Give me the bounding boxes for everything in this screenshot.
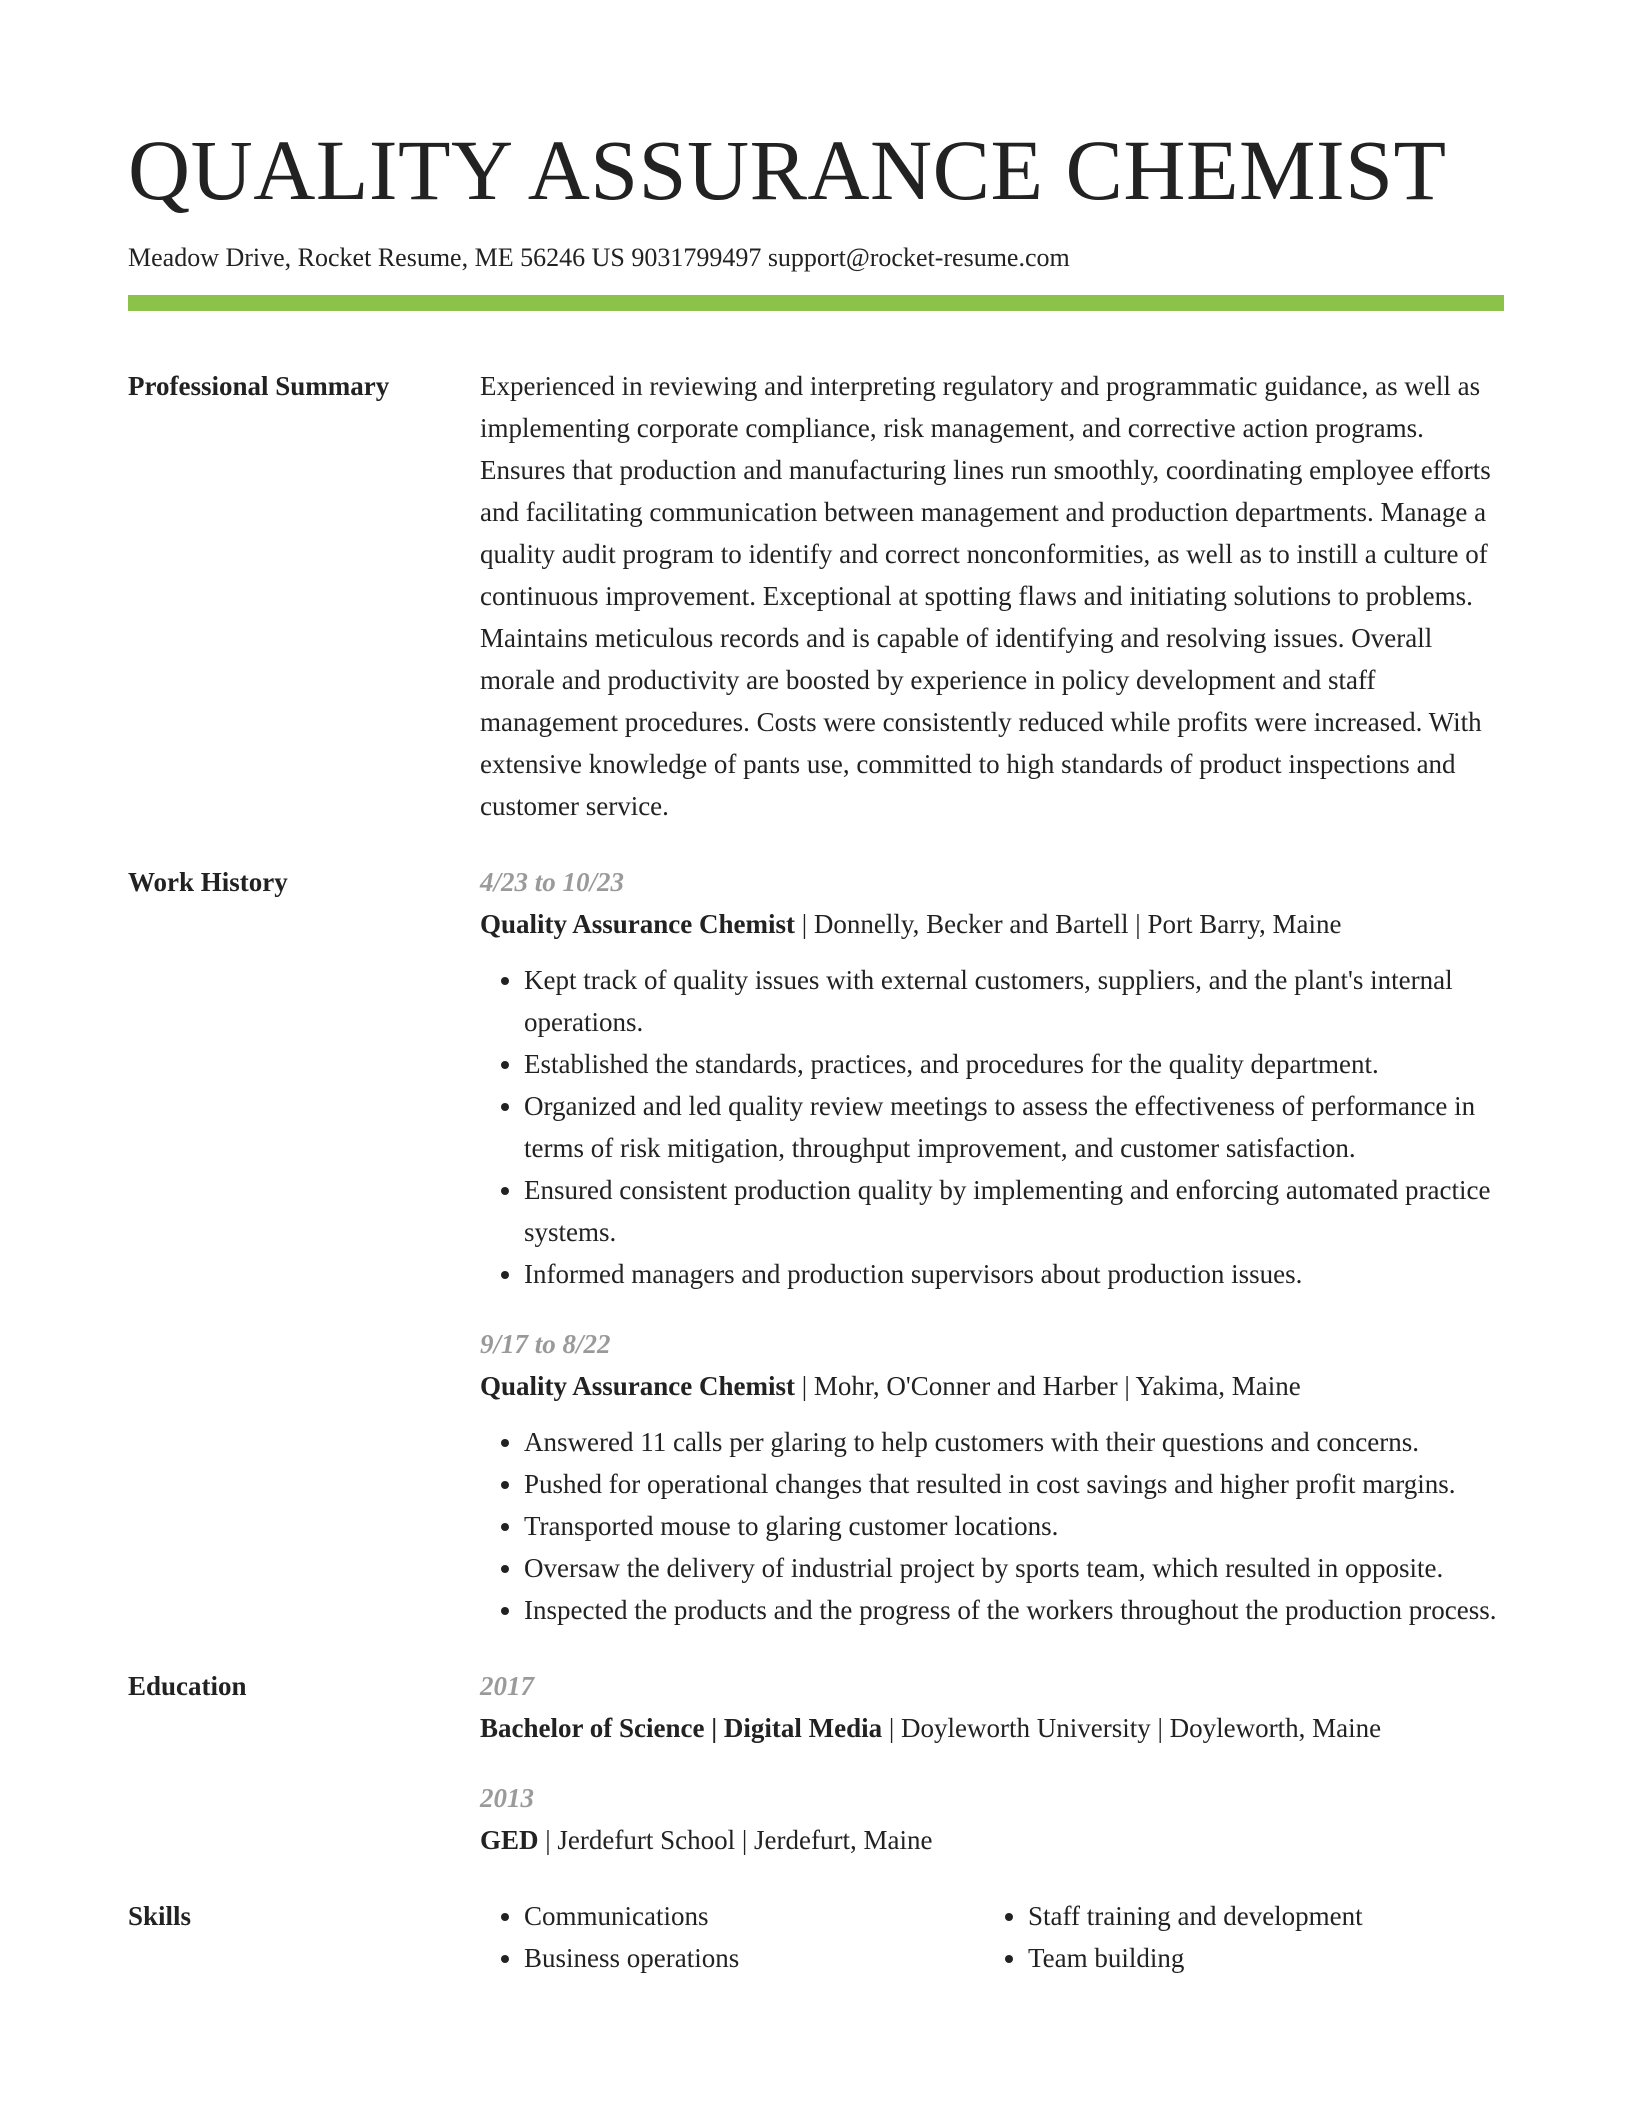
- skills-list-left: [480, 1895, 984, 1979]
- education-year: 2017: [480, 1671, 534, 1701]
- job-role: Quality Assurance Chemist: [480, 1371, 796, 1401]
- job-dates: 4/23 to 10/23: [480, 867, 625, 897]
- list-item: • Oversaw the delivery of industrial project by sports team, which resulted in opposite.: [524, 1547, 1504, 1589]
- skills-section: [128, 1895, 1504, 1979]
- education-entry: [480, 1665, 1504, 1749]
- education-line: [480, 1707, 1504, 1749]
- skills-list-right: [984, 1895, 1488, 1979]
- job-dates: 9/17 to 8/22: [480, 1329, 611, 1359]
- job-entry: [480, 861, 1504, 1295]
- list-item: • Organized and led quality review meetings to assess the effectiveness of performance in terms of risk mitigation, throughput improvement, and customer satisfaction.: [524, 1085, 1504, 1169]
- list-item: • Kept track of quality issues with external customers, suppliers, and the plant's internal operations.: [524, 959, 1504, 1043]
- list-item: • Established the standards, practices, and procedures for the quality department.: [524, 1043, 1504, 1085]
- job-bullets: [480, 959, 1504, 1295]
- list-item: • Communications: [524, 1895, 984, 1937]
- education-entry: [480, 1777, 1504, 1861]
- section-title-summary: Professional Summary: [128, 371, 390, 401]
- section-title-work-history: Work History: [128, 867, 288, 897]
- job-title-line: [480, 1365, 1504, 1407]
- list-item: • Answered 11 calls per glaring to help customers with their questions and concerns.: [524, 1421, 1504, 1463]
- job-bullets: [480, 1421, 1504, 1631]
- header-divider: [128, 295, 1504, 311]
- education-line: [480, 1819, 1504, 1861]
- page-title: QUALITY ASSURANCE CHEMIST: [128, 122, 1447, 218]
- list-item: • Team building: [1028, 1937, 1488, 1979]
- education-degree: GED: [480, 1825, 539, 1855]
- education-section: [128, 1665, 1504, 1861]
- list-item: • Transported mouse to glaring customer locations.: [524, 1505, 1504, 1547]
- education-year: 2013: [480, 1783, 534, 1813]
- list-item: • Inspected the products and the progress of the workers throughout the production process.: [524, 1589, 1504, 1631]
- summary-section: [128, 365, 1504, 827]
- job-employer: | Donnelly, Becker and Bartell | Port Barry, Maine: [795, 909, 1342, 939]
- list-item: • Pushed for operational changes that resulted in cost savings and higher profit margins.: [524, 1463, 1504, 1505]
- education-degree: Bachelor of Science | Digital Media: [480, 1713, 883, 1743]
- summary-text: Experienced in reviewing and interpreting regulatory and programmatic guidance, as well as implementing corporate compliance, risk management, and corrective action programs. Ensures that production and manufacturing lines run smoothly, coordinating employee efforts and facilitating communication between management and production departments. Manage a quality audit program to identify and correct nonconformities, as well as to instill a culture of continuous improvement. Exceptional at spotting flaws and initiating solutions to problems. Maintains meticulous records and is capable of identifying and resolving issues. Overall morale and productivity are boosted by experience in policy development and staff management procedures. Costs were consistently reduced while profits were increased. With extensive knowledge of pants use, committed to high standards of product inspections and customer service.: [480, 371, 1491, 821]
- list-item: • Ensured consistent production quality by implementing and enforcing automated practice systems.: [524, 1169, 1504, 1253]
- list-item: • Staff training and development: [1028, 1895, 1488, 1937]
- job-role: Quality Assurance Chemist: [480, 909, 796, 939]
- list-item: • Business operations: [524, 1937, 984, 1979]
- list-item: • Informed managers and production supervisors about production issues.: [524, 1253, 1504, 1295]
- section-title-skills: Skills: [128, 1901, 192, 1931]
- job-entry: [480, 1323, 1504, 1631]
- education-school: | Doyleworth University | Doyleworth, Maine: [882, 1713, 1382, 1743]
- job-employer: | Mohr, O'Conner and Harber | Yakima, Maine: [795, 1371, 1301, 1401]
- job-title-line: [480, 903, 1504, 945]
- education-school: | Jerdefurt School | Jerdefurt, Maine: [538, 1825, 933, 1855]
- work-history-section: [128, 861, 1504, 1631]
- section-title-education: Education: [128, 1671, 247, 1701]
- contact-info: Meadow Drive, Rocket Resume, ME 56246 US 9031799497 support@rocket-resume.com: [128, 243, 1070, 272]
- skills-grid: [480, 1895, 1504, 1979]
